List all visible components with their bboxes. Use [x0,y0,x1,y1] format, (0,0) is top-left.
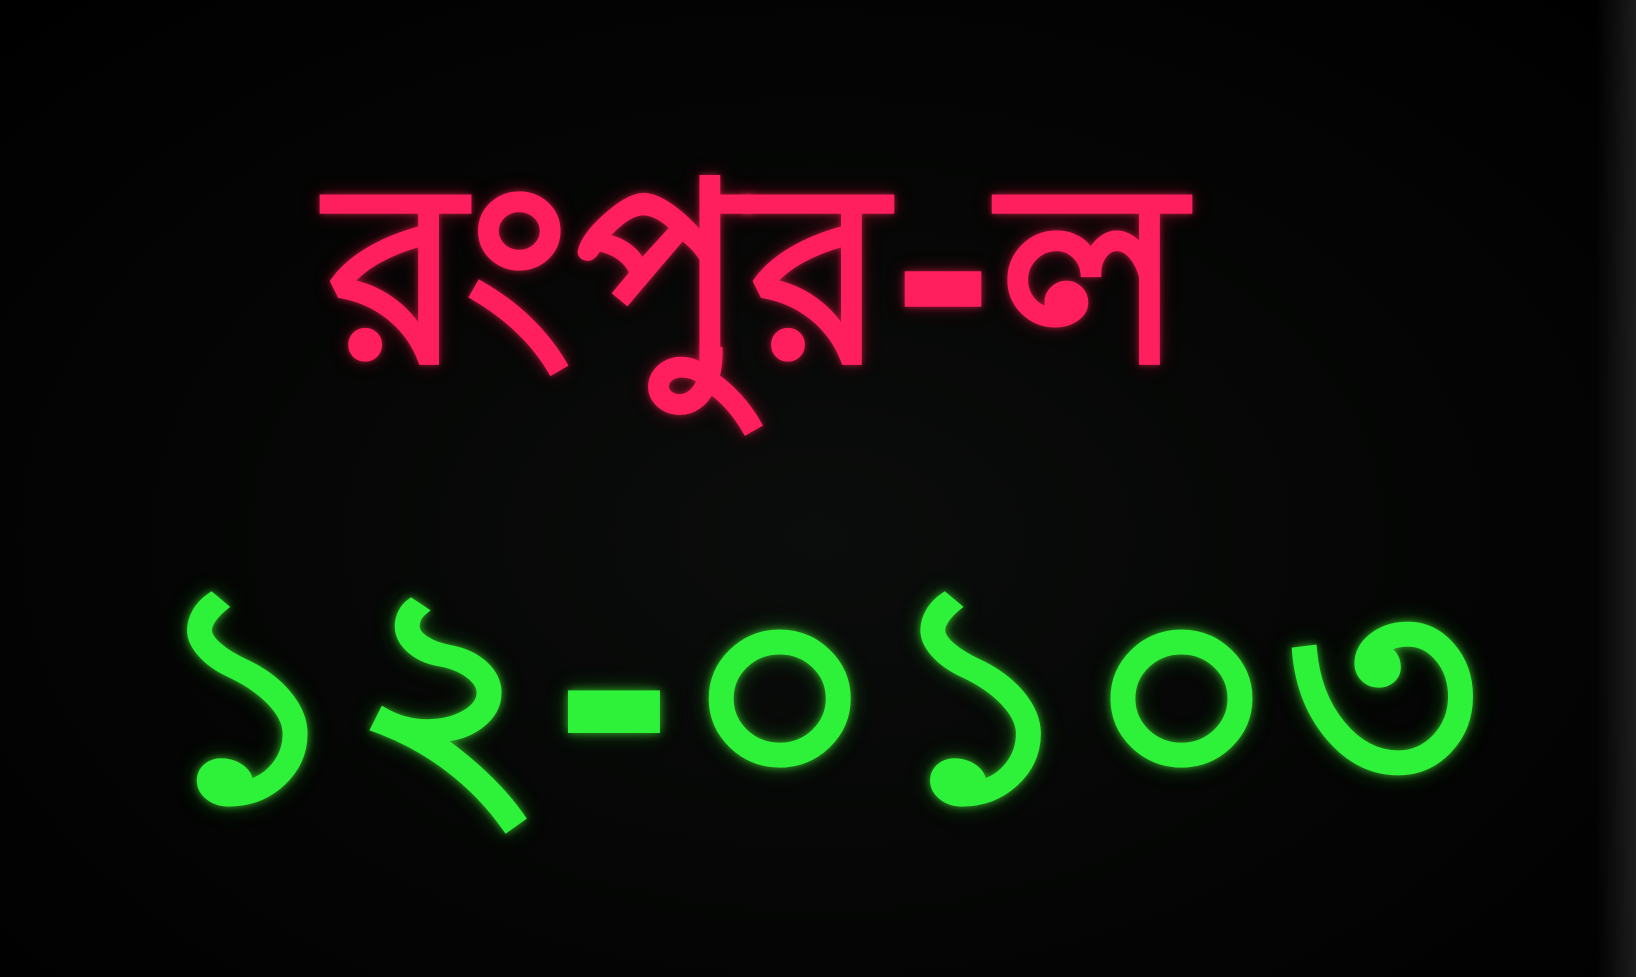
plate-city-line [0,129,1636,420]
plate-city-text: রংপুর-ল [326,129,1190,420]
plate-number-line [0,520,1636,869]
plate-number-text: ১২-০১০৩ [149,520,1487,869]
